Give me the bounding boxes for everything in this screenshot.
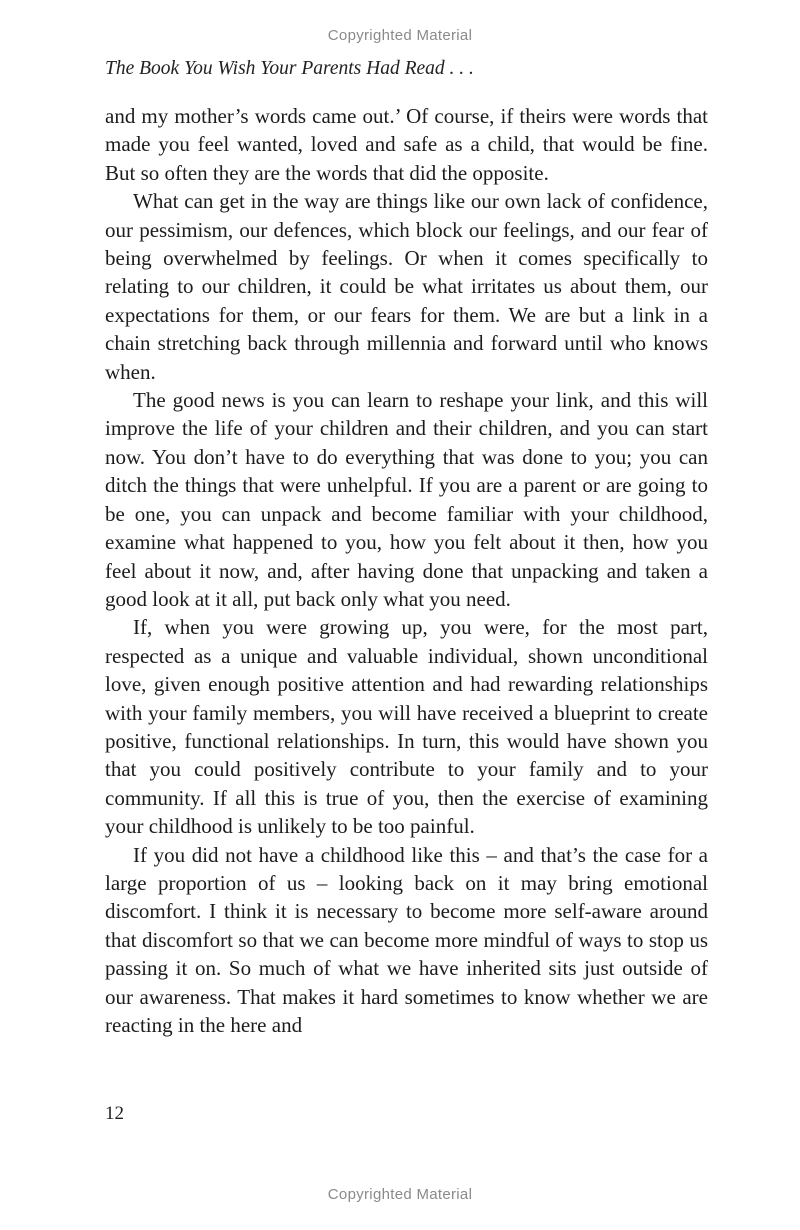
running-header-book-title: The Book You Wish Your Parents Had Read . . . [105, 58, 474, 79]
body-paragraph: If you did not have a childhood like this – and that’s the case for a large proportion of us – looking back on it may bring emotional discomfort. I think it is necessary to become more self-aware around that discomfort so that we can become more mindful of ways to stop us passing it on. So much of what we have inherited sits just outside of our awareness. That makes it hard sometimes to know whether we are reacting in the here and [105, 842, 708, 1037]
body-text-block [105, 102, 708, 1077]
copyright-notice-bottom: Copyrighted Material [327, 1186, 473, 1203]
page-number: 12 [105, 1103, 124, 1124]
copyright-notice-top: Copyrighted Material [327, 27, 473, 44]
body-paragraph: If, when you were growing up, you were, for the most part, respected as a unique and valuable individual, shown unconditional love, given enough positive attention and had rewarding relationships with your family members, you will have received a blueprint to create positive, functional relationships. In turn, this would have shown you that you could positively contribute to your family and to your community. If all this is true of you, then the exercise of examining your childhood is unlikely to be too painful. [105, 615, 708, 839]
body-paragraph: What can get in the way are things like our own lack of confidence, our pessimism, our defences, which block our feelings, and our fear of being overwhelmed by feelings. Or when it comes specifically to relating to our children, it could be what irritates us about them, our expectations for them, or our fears for them. We are but a link in a chain stretching back through millennia and forward until who knows when. [105, 189, 708, 384]
body-paragraph: The good news is you can learn to reshape your link, and this will improve the life of your children and their children, and you can start now. You don’t have to do everything that was done to you; you can ditch the things that were unhelpful. If you are a parent or are going to be one, you can unpack and become familiar with your childhood, examine what happened to you, how you felt about it then, how you feel about it now, and, after having done that unpacking and taken a good look at it all, put back only what you need. [105, 388, 708, 611]
body-paragraph: and my mother’s words came out.’ Of course, if theirs were words that made you feel wanted, loved and safe as a child, that would be fine. But so often they are the words that did the opposite. [105, 104, 708, 185]
